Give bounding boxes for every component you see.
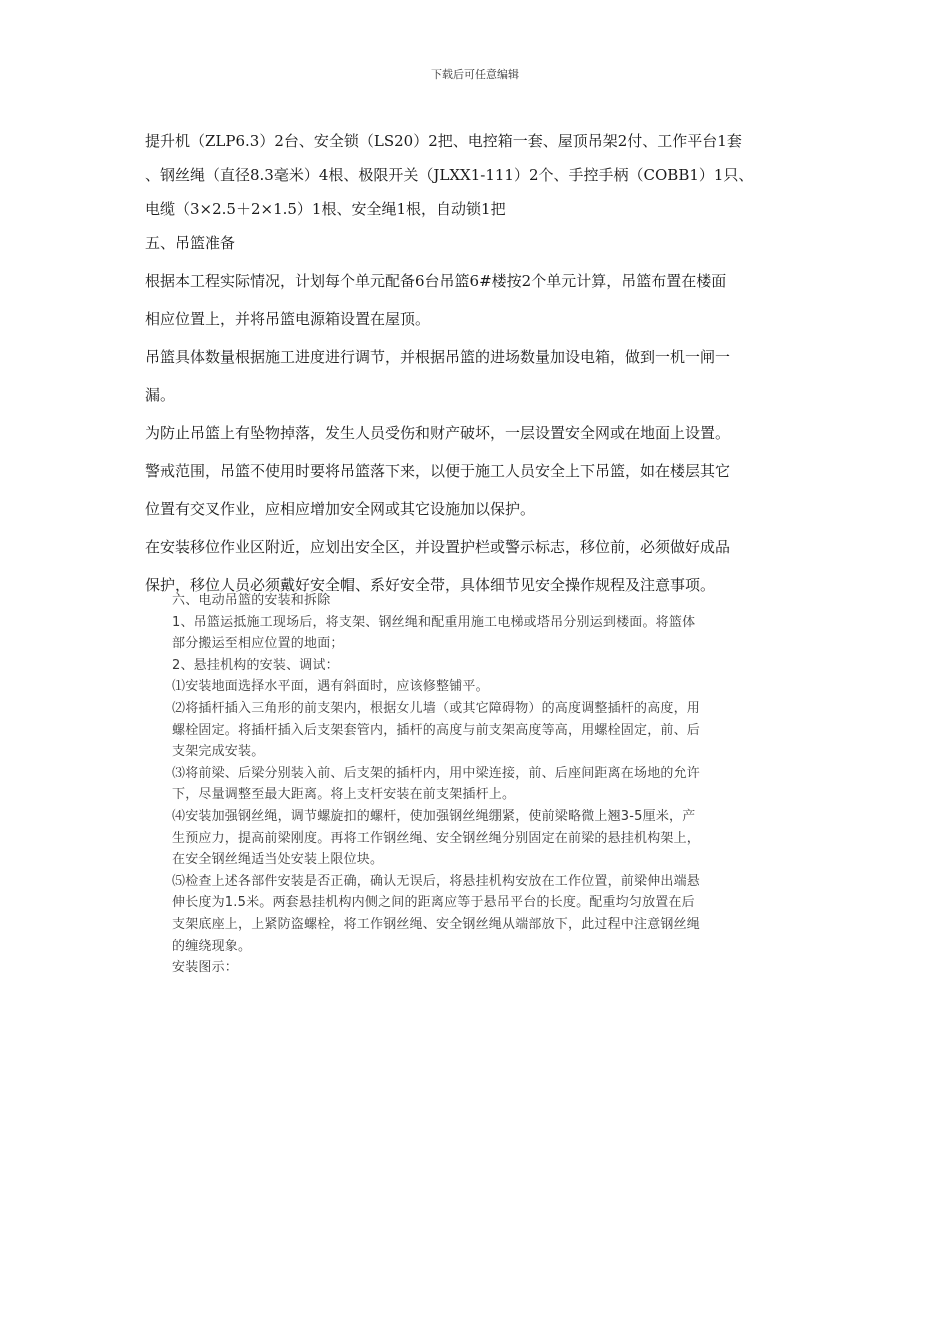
paragraph-line: 为防止吊篮上有坠物掉落，发生人员受伤和财产破坏，一层设置安全网或在地面上设置。 (145, 424, 731, 442)
scanned-line: 支架完成安装。 (172, 744, 265, 760)
scanned-line: 伸长度为1.5米。两套悬挂机构内侧之间的距离应等于悬吊平台的长度。配重均匀放置在后 (172, 895, 695, 911)
scanned-text-block (172, 590, 832, 979)
scanned-line: 螺栓固定。将插杆插入后支架套管内，插杆的高度与前支架高度等高，用螺栓固定，前、后 (172, 722, 701, 738)
paragraph-line: 位置有交叉作业，应相应增加安全网或其它设施加以保护。 (145, 500, 536, 518)
scanned-line: 部分搬运至相应位置的地面； (172, 636, 344, 652)
paragraph-line: 警戒范围，吊篮不使用时要将吊篮落下来，以便于施工人员安全上下吊篮，如在楼层其它 (145, 462, 731, 480)
scanned-line: 2、悬挂机构的安装、调试： (172, 657, 339, 673)
installation-diagram-label: 安装图示： (172, 960, 239, 976)
page-header: 下载后可任意编辑 (431, 68, 519, 81)
paragraph-line: 在安装移位作业区附近，应划出安全区，并设置护栏或警示标志，移位前，必须做好成品 (145, 538, 731, 556)
scanned-line: ⑶将前梁、后梁分别装入前、后支架的插杆内，用中梁连接，前、后座间距离在场地的允许 (172, 765, 701, 781)
scanned-line: 生预应力，提高前梁刚度。再将工作钢丝绳、安全钢丝绳分别固定在前梁的悬挂机构架上， (172, 830, 701, 846)
paragraph-line: 保护，移位人员必须戴好安全帽、系好安全带，具体细节见安全操作规程及注意事项。 (145, 576, 716, 594)
scanned-line: ⑸检查上述各部件安装是否正确，确认无误后，将悬挂机构安放在工作位置，前梁伸出端悬 (172, 873, 701, 889)
scanned-line: ⑴安装地面选择水平面，遇有斜面时，应该修整铺平。 (172, 679, 489, 695)
paragraph-line: 漏。 (145, 386, 176, 404)
scanned-line: 下，尽量调整至最大距离。将上支杆安装在前支架插杆上。 (172, 787, 516, 803)
scanned-line: 支架底座上，上紧防盗螺栓，将工作钢丝绳、安全钢丝绳从端部放下，此过程中注意钢丝绳 (172, 916, 701, 932)
equipment-list-line-1: 提升机（ZLP6.3）2台、安全锁（LS20）2把、电控箱一套、屋顶吊架2付、工作平台1套 (145, 132, 742, 150)
paragraph-line: 相应位置上，并将吊篮电源箱设置在屋顶。 (145, 310, 431, 328)
section-heading-5: 五、吊篮准备 (145, 234, 236, 252)
paragraph-line: 根据本工程实际情况，计划每个单元配备6台吊篮6#楼按2个单元计算，吊篮布置在楼面 (145, 272, 727, 290)
scanned-line: 1、吊篮运抵施工现场后，将支架、钢丝绳和配重用施工电梯或塔吊分别运到楼面。将篮体 (172, 614, 696, 630)
paragraph-line: 吊篮具体数量根据施工进度进行调节，并根据吊篮的进场数量加设电箱，做到一机一闸一 (145, 348, 731, 366)
equipment-list-line-3: 电缆（3×2.5＋2×1.5）1根、安全绳1根，自动锁1把 (145, 200, 506, 218)
scanned-line: 的缠绕现象。 (172, 938, 252, 954)
document-body (145, 124, 825, 602)
section-heading-6: 六、电动吊篮的安装和拆除 (172, 593, 331, 608)
equipment-list-line-2: 、钢丝绳（直径8.3毫米）4根、极限开关（JLXX1-111）2个、手控手柄（COBB1）1只、 (145, 166, 754, 184)
scanned-line: 在安全钢丝绳适当处安装上限位块。 (172, 852, 384, 868)
scanned-line: ⑵将插杆插入三角形的前支架内，根据女儿墙（或其它障碍物）的高度调整插杆的高度，用 (172, 700, 701, 716)
scanned-line: ⑷安装加强钢丝绳，调节螺旋扣的螺杆，使加强钢丝绳绷紧，使前梁略微上翘3-5厘米，产 (172, 808, 696, 824)
